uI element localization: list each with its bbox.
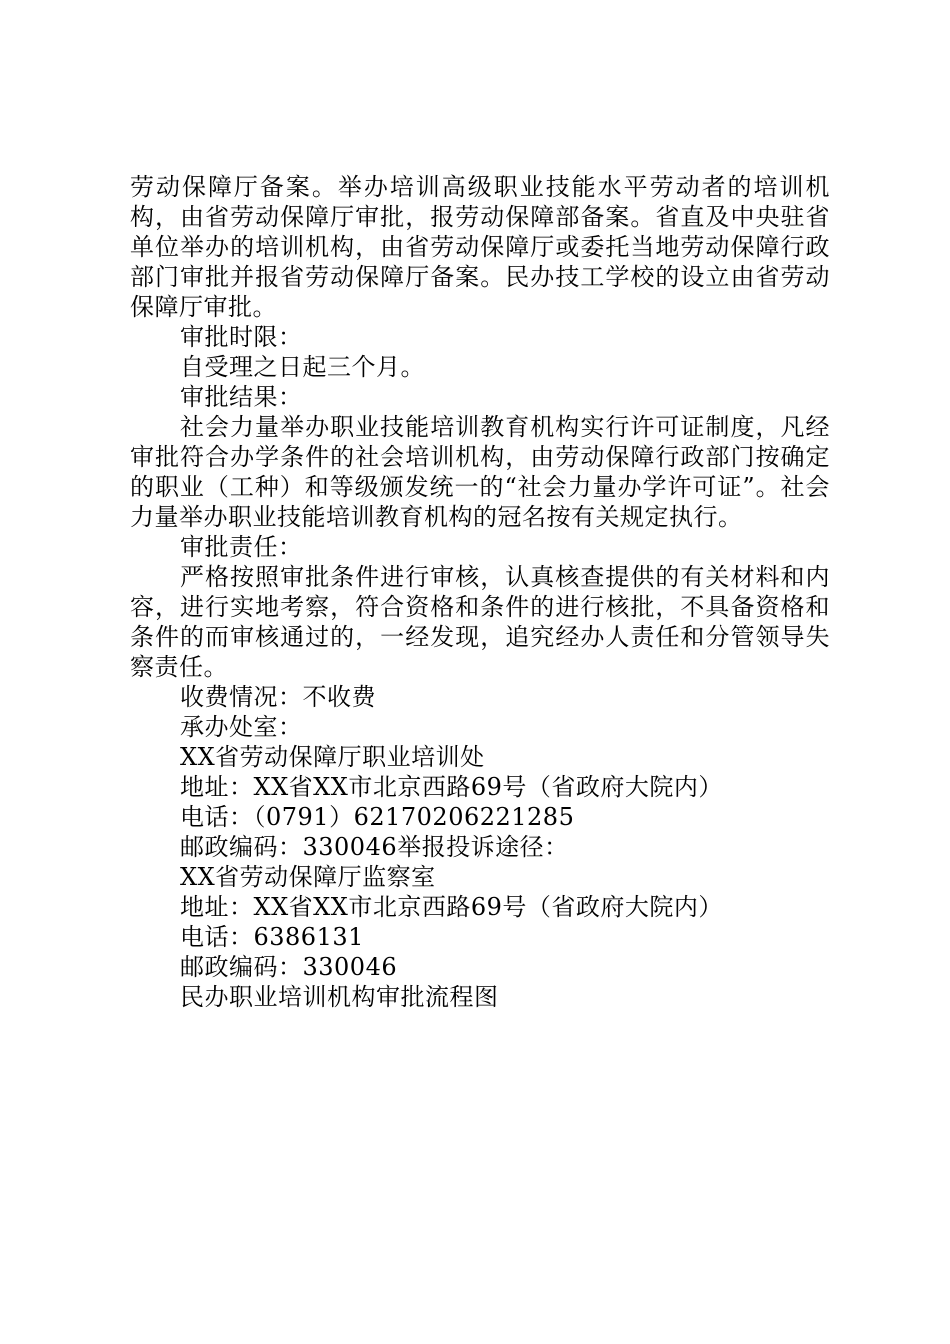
paragraph-fees: 收费情况：不收费 — [180, 683, 376, 711]
flowchart-title: 民办职业培训机构审批流程图 — [180, 983, 499, 1011]
handling-office-address: 地址：XX省XX市北京西路69号（省政府大院内） — [180, 773, 723, 801]
heading-approval-responsibility: 审批责任： — [180, 533, 303, 561]
paragraph-approval-responsibility: 严格按照审批条件进行审核，认真核查提供的有关材料和内容，进行实地考察，符合资格和条件的进行核批，不具备资格和条件的而审核通过的，一经发现，追究经办人责任和分管领导失察责任。 — [130, 563, 830, 681]
complaint-office-phone: 电话：6386131 — [180, 923, 364, 951]
handling-office-phone: 电话：（0791）62170206221285 — [180, 803, 575, 831]
complaint-office-address: 地址：XX省XX市北京西路69号（省政府大院内） — [180, 893, 723, 921]
paragraph-time-limit: 自受理之日起三个月。 — [180, 353, 425, 381]
heading-approval-time-limit: 审批时限： — [180, 323, 303, 351]
heading-approval-result: 审批结果： — [180, 383, 303, 411]
paragraph-approval-result: 社会力量举办职业技能培训教育机构实行许可证制度，凡经审批符合办学条件的社会培训机构，由劳动保障行政部门按确定的职业（工种）和等级颁发统一的“社会力量办学许可证”。社会力量举办职业技能培训教育机构的冠名按有关规定执行。 — [130, 413, 830, 531]
complaint-office-postcode: 邮政编码：330046 — [180, 953, 398, 981]
complaint-office-name: XX省劳动保障厅监察室 — [180, 863, 436, 891]
paragraph-filing: 劳动保障厅备案。举办培训高级职业技能水平劳动者的培训机构，由省劳动保障厅审批，报劳动保障部备案。省直及中央驻省单位举办的培训机构，由省劳动保障厅或委托当地劳动保障行政部门审批并报省劳动保障厅备案。民办技工学校的设立由省劳动保障厅审批。 — [130, 173, 830, 321]
handling-office-postcode: 邮政编码：330046举报投诉途径： — [180, 833, 569, 861]
heading-handling-office: 承办处室： — [180, 713, 303, 741]
handling-office-name: XX省劳动保障厅职业培训处 — [180, 743, 485, 771]
document-body — [130, 172, 830, 1012]
